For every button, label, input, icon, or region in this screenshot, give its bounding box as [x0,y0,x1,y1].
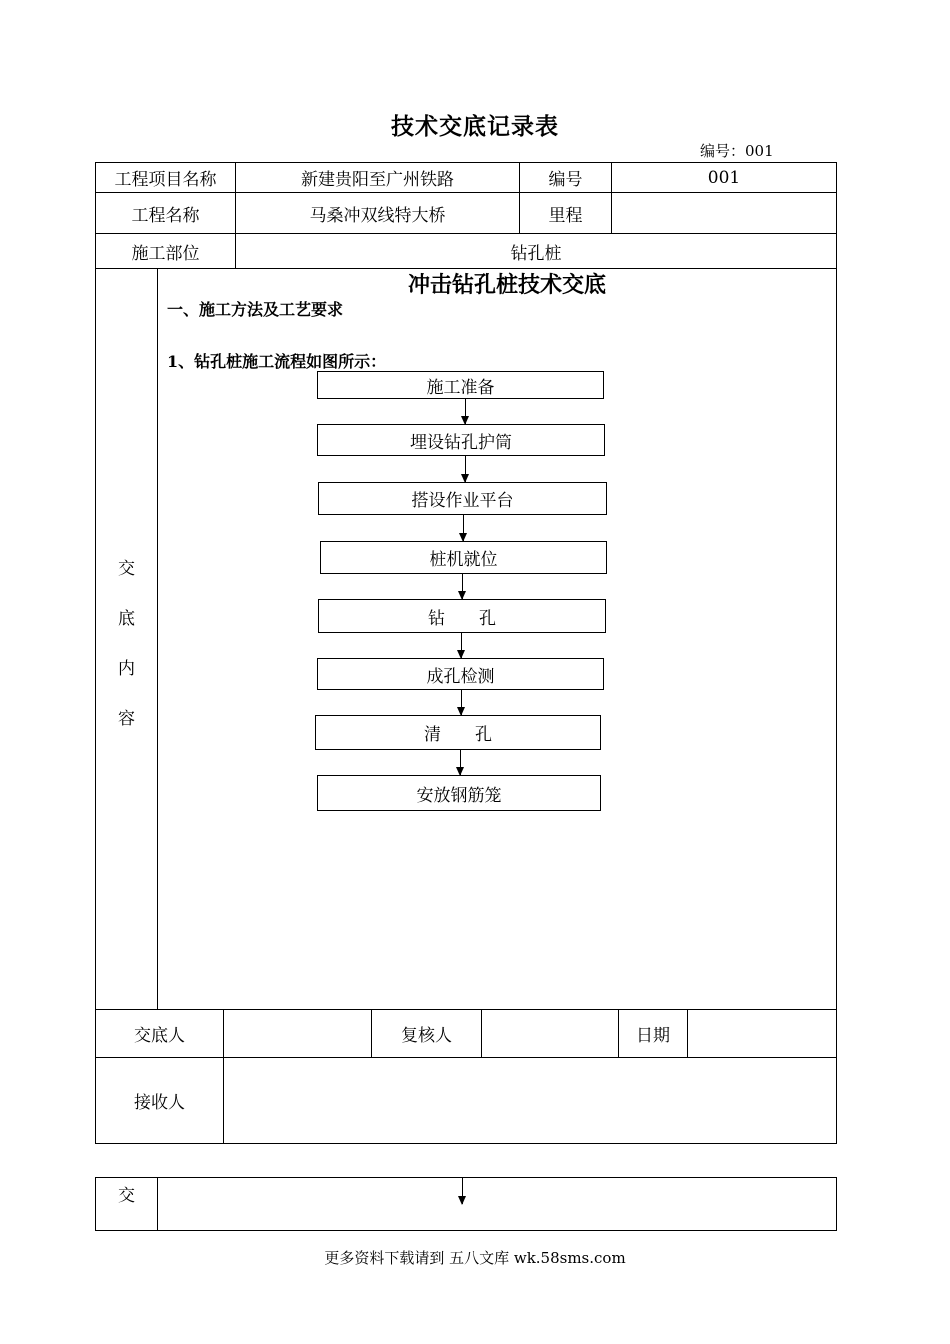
content-title: 冲击钻孔桩技术交底 [407,272,606,298]
side-label-char-3: 内 [118,659,135,679]
subsection-heading: 1、钻孔桩施工流程如图所示： [167,352,387,371]
document-title: 技术交底记录表 [391,113,559,140]
presenter-value [223,1009,372,1058]
project-name-value: 新建贵阳至广州铁路 [235,162,520,193]
mileage-label: 里程 [519,192,612,234]
continuation-table [95,1177,837,1231]
flow-step: 成孔检测 [317,658,604,690]
flow-arrow [465,456,466,482]
construction-part-label: 施工部位 [95,233,236,269]
flow-step: 安放钢筋笼 [317,775,601,811]
flow-step: 施工准备 [317,371,604,399]
receiver-label: 接收人 [95,1057,224,1144]
flow-arrow [462,1178,463,1204]
receiver-value [223,1057,837,1144]
side-label-char-2: 底 [118,609,135,629]
number-value: 001 [611,162,837,193]
number-label: 编号 [519,162,612,193]
date-label: 日期 [618,1009,688,1058]
continuation-divider [157,1177,158,1231]
flow-arrow [462,574,463,599]
flow-step: 埋设钻孔护筒 [317,424,605,456]
flow-step: 钻 孔 [318,599,606,633]
flow-step: 清 孔 [315,715,601,750]
work-name-label: 工程名称 [95,192,236,234]
flow-arrow [461,633,462,658]
side-label-char-1: 交 [118,559,135,579]
flow-arrow [465,399,466,424]
footer-text: 更多资料下载请到 五八文库 wk.58sms.com [324,1249,626,1267]
side-label-char-4: 容 [118,709,135,729]
date-value [687,1009,837,1058]
project-name-label: 工程项目名称 [95,162,236,193]
flow-arrow [461,690,462,715]
document-number: 编号：001 [700,142,774,160]
work-name-value: 马桑冲双线特大桥 [235,192,520,234]
construction-part-value: 钻孔桩 [235,233,837,269]
continuation-side-label: 交 [118,1186,135,1206]
reviewer-value [481,1009,619,1058]
flow-arrow [460,750,461,775]
section-heading: 一、施工方法及工艺要求 [167,300,344,319]
flow-step: 搭设作业平台 [318,482,607,515]
presenter-label: 交底人 [95,1009,224,1058]
reviewer-label: 复核人 [371,1009,482,1058]
flow-step: 桩机就位 [320,541,607,574]
flow-arrow [463,515,464,541]
mileage-value [611,192,837,234]
content-divider [157,268,158,1010]
